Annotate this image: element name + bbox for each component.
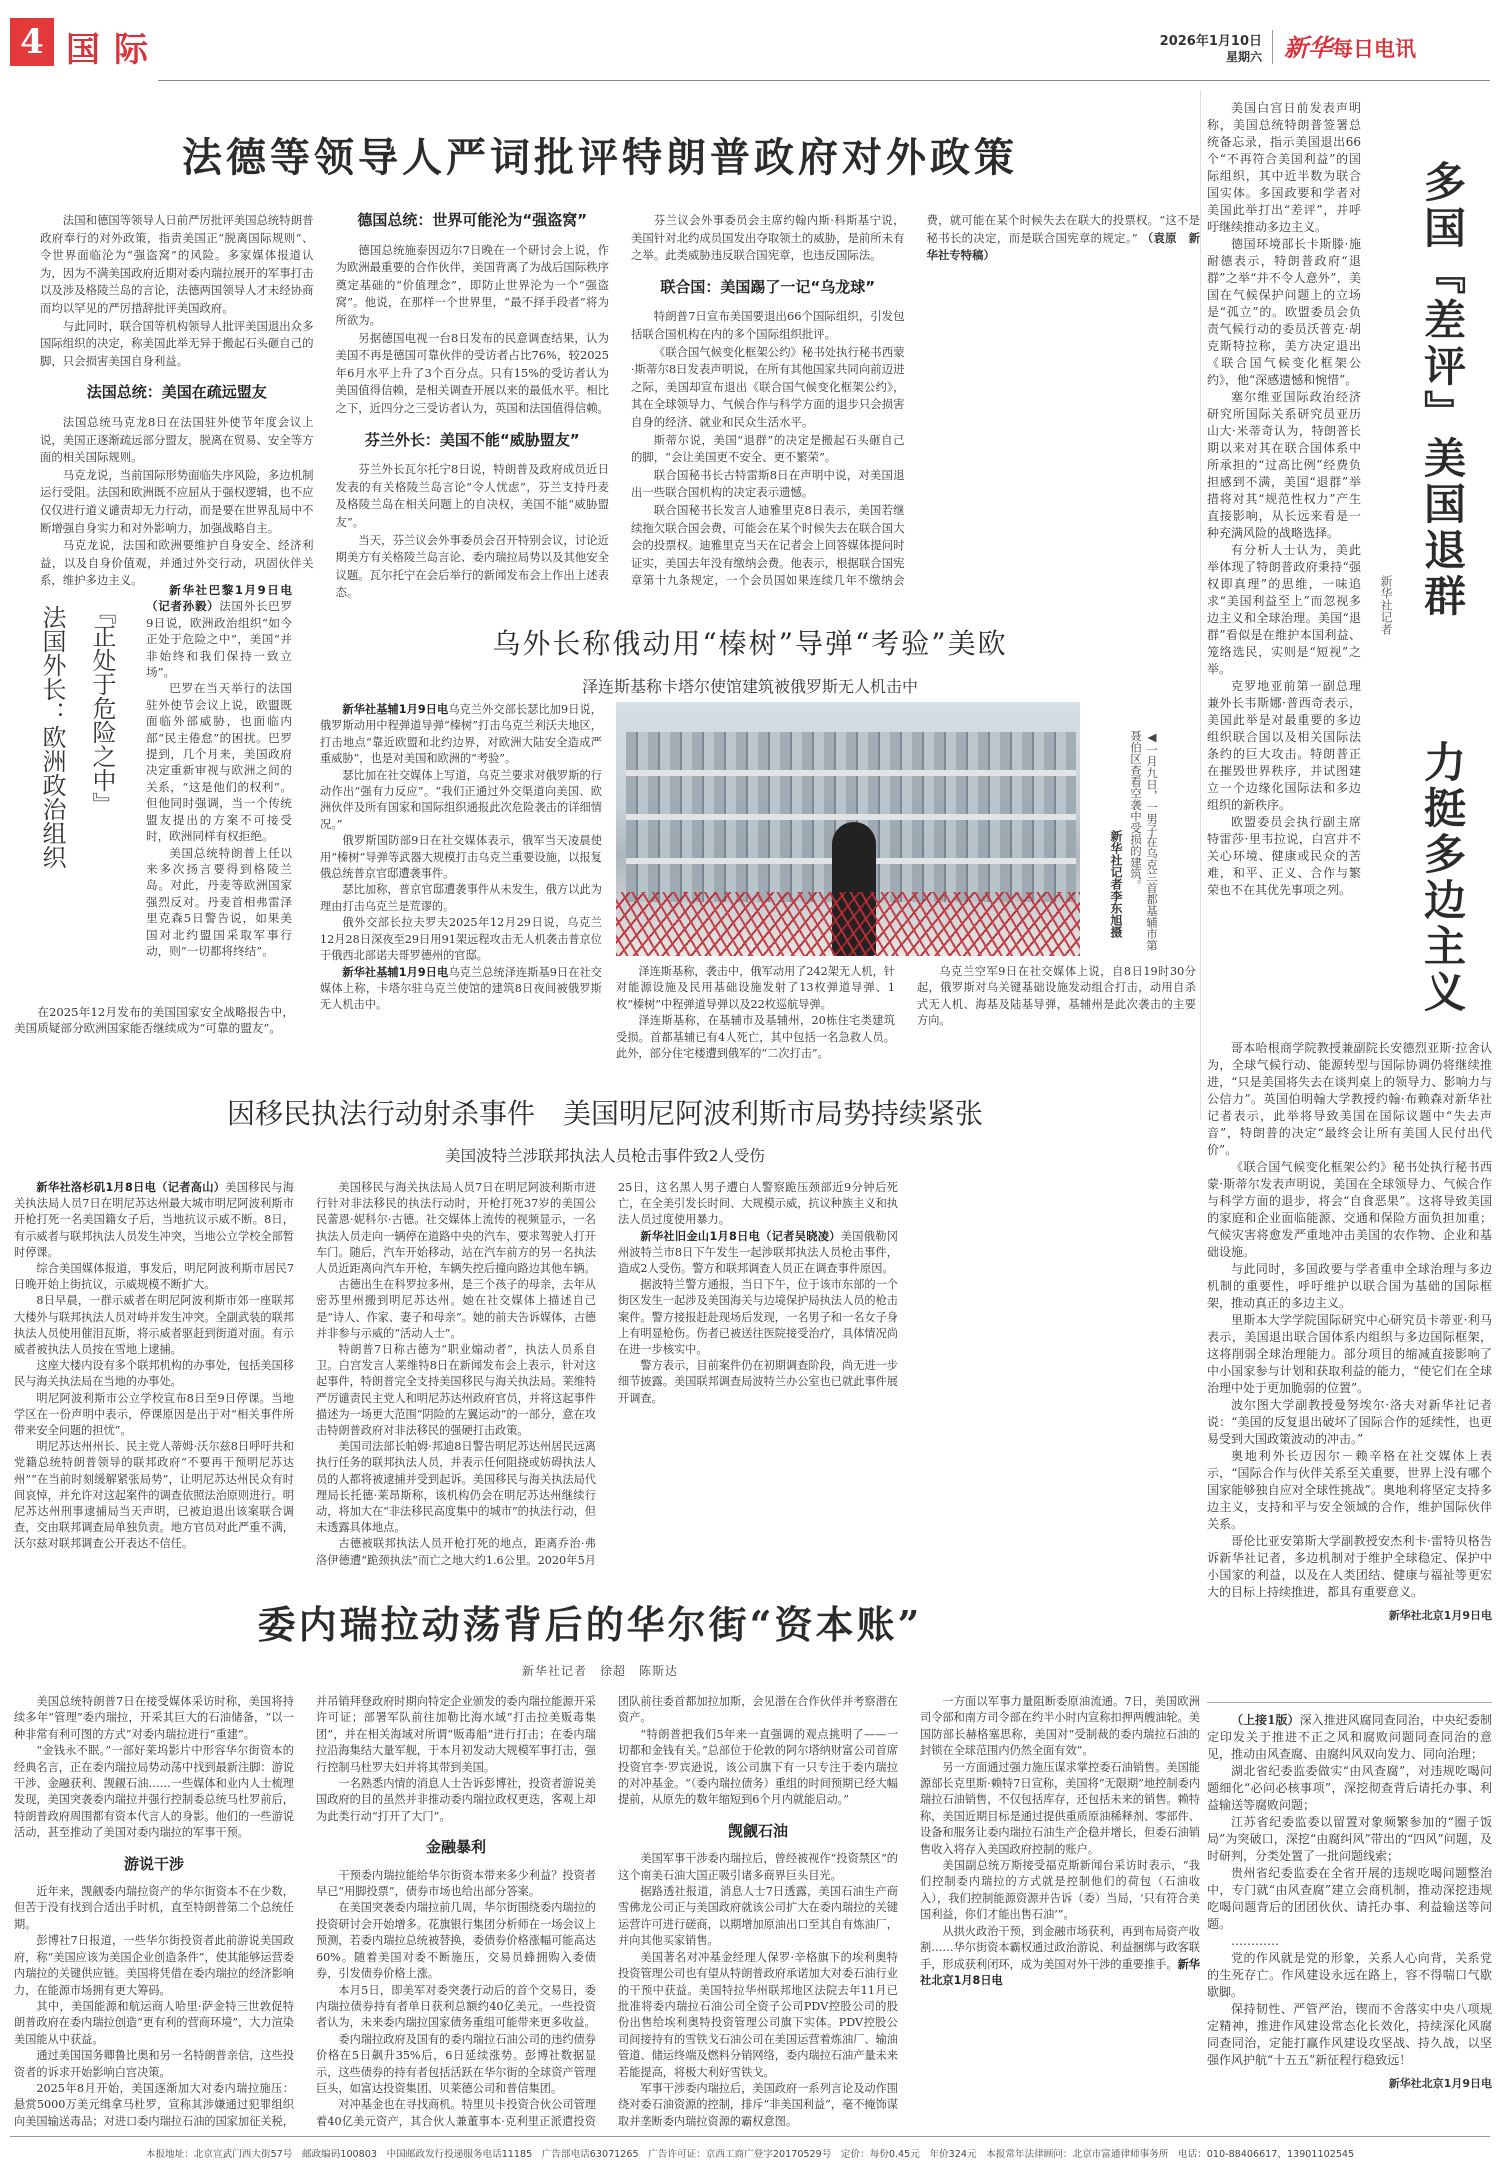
paragraph: 一名熟悉内情的消息人士告诉彭博社，投资者游说美国政府的目的虽然并非推动委内瑞拉政权更迭，客观上却为此类行动“打开了大门”。 (316, 1777, 596, 1823)
paragraph: 欧盟委员会执行副主席特雷莎·里韦拉说，白宫并不关心环境、健康或民众的苦难，和平、正义、合作与繁荣也不在其优先事项之列。 (1207, 815, 1361, 897)
paragraph: 在美国突袭委内瑞拉前几周，华尔街围绕委内瑞拉的投资研讨会开始增多。花旗银行集团分析师在一场会议上预测，若委内瑞拉总统被替换，委债券价格涨幅可能高达60%。随着美国对委不断施压，交易员蜂拥购入委债券，引发债券价格上涨。 (316, 1901, 596, 1981)
paragraph: 保持韧性、严管严治，锲而不舍落实中央八项规定精神，推进作风建设常态化长效化，持续深化风腐同查同治，定能打赢作风建设攻坚战、持久战，以坚强作风护航“十五五”新征程行稳致远！ (1207, 2002, 1492, 2067)
article2-body-cont (14, 1004, 294, 1037)
article1-title: 法德等领导人严词批评特朗普政府对外政策 (182, 134, 1018, 181)
paragraph: 特朗普7日称古德为“职业煽动者”，执法人员系自卫。白宫发言人莱维特8日在新闻发布会上表示，针对这起事件，特朗普完全支持美国移民与海关执法局。莱维特严厉谴责民主党人和明尼苏达州政府官员，并将这起事件描述为一场更大范围“阴险的左翼运动”的一部分，意在攻击特朗普政府对非法移民的强硬打击政策。 (316, 1343, 596, 1438)
paragraph: 明尼阿波利斯市公立学校宣布8日至9日停课。当地学区在一份声明中表示，停课原因是出于对“相关事件所带来安全问题的担忧”。 (14, 1391, 294, 1438)
paragraph: 委内瑞拉政府及国有的委内瑞拉石油公司的违约债券价格在5日飙升35%后，6日延续涨势。彭博社数据显示，这些债券的持有者包括活跃在华尔街的全球资产管理巨头，如富达投资集团、贝莱德公司和普信集团。 (316, 2032, 596, 2095)
paragraph: 马克龙说，当前国际形势面临失序风险，多边机制运行受阻。法国和欧洲既不应屈从于强权逻辑，也不应仅仅进行道义谴责却无力行动，而是要在世界乱局中不断增强自身实力和对外影响力，加强战略自主。 (40, 467, 314, 535)
article4-dateline1: 新华社洛杉矶1月8日电（记者高山） (36, 1181, 226, 1194)
paragraph: 美国白宫日前发表声明称，美国总统特朗普签署总统备忘录，指示美国退出66个“不再符合美国利益”的国际组织，其中近半数为联合国实体。多国政要和学者对美国此举打出“差评”，并呼吁继续推动多边主义。 (1207, 101, 1361, 234)
article4-subtitle: 美国波特兰涉联邦执法人员枪击事件致2人受伤 (445, 1147, 765, 1165)
paragraph-text: 从拱火政治干预，到金融市场获利，再到布局资产收割……华尔街资本霸权通过政治游说、利益捆绑与政客联手，形成获利闭环，成为美国对外干涉的重要推手。 (920, 1924, 1200, 1971)
paragraph: 据波特兰警方通报，当日下午，位于该市东部的一个街区发生一起涉及美国海关与边境保护局执法人员的枪击案件。警方接报赶赴现场后发现，一名男子和一名女子身上有明显枪伤。伤者已被送往医院接受治疗，具体情况尚在进一步核实中。 (618, 1278, 898, 1357)
paragraph-text: 法国外长巴罗9日说，欧洲政治组织“如今正处于危险之中”，美国“并非始终和我们保持一致立场”。 (146, 599, 292, 680)
paragraph: 马克龙说，法国和欧洲要维护自身安全、经济利益，以及自身价值观，并通过外交行动，巩固伙伴关系，维护多边主义。 (40, 538, 314, 588)
paragraph: 乌克兰空军9日在社交媒体上说，自8日19时30分起，俄罗斯对乌关键基础设施发动组合打击，动用自杀式无人机、海基及陆基导弹，基辅州是此次袭击的主要方向。 (917, 965, 1196, 1028)
continued-from-label: （上接1版） (1231, 1713, 1300, 1727)
article2-dateline: 新华社巴黎1月9日电（记者孙毅） (146, 583, 292, 614)
masthead (10, 16, 1490, 78)
masthead-rule (158, 80, 1490, 81)
side-article2-dateline: 新华社北京1月9日电 (1388, 2077, 1492, 2090)
paper-logo-rest: 每日电讯 (1332, 36, 1416, 61)
article1-lead-p1: 法国和德国等领导人日前严厉批评美国总统特朗普政府奉行的对外政策，指责美国正“脱离国际规则”、令世界面临沦为“强盗窝”的风险。多家媒体报道认为，因为不满美国政府近期对委内瑞拉展开的军事打击以及涉及格陵兰岛的言论，法德两国领导人才未经协商而均以罕见的严厉措辞批评美国政府。 (40, 213, 314, 315)
paragraph: 江苏省纪委监委以留置对象频繁参加的“圈子饭局”为突破口，深挖“由腐纠风”带出的“四风”问题，及时研判，分类处置了一批问题线索； (1207, 1815, 1492, 1863)
side-article-body (1207, 100, 1361, 899)
paragraph (146, 582, 292, 680)
paragraph: 对冲基金也在寻找商机。特里贝卡投资合伙公司管理着40亿美元资产，其合伙人兼董事本·克利里正派遣投资团队前往委首都加拉加斯，会见潜在合作伙伴并考察潜在资产。 (316, 1695, 898, 2128)
article3-subtitle: 泽连斯基称卡塔尔使馆建筑被俄罗斯无人机击中 (581, 677, 918, 696)
paragraph: “特朗普把我们5年来一直强调的观点挑明了——一切都和金钱有关。”总部位于伦敦的阿尔塔纳财富公司首席投资官李·罗宾逊说，该公司旗下有一只专注于委内瑞拉的对冲基金。“（委内瑞拉债务）重组的时间预期已经大幅提前，从原先的数年缩短到6个月内就能启动。” (618, 1727, 898, 1807)
article3-body-col1 (320, 702, 602, 1014)
paragraph: 俄罗斯国防部9日在社交媒体表示，俄军当天凌晨使用“榛树”导弹等武器大规模打击乌克兰重要设施，以报复俄总统普京官邸遭袭事件。 (320, 834, 602, 881)
column-divider (1200, 90, 1201, 1120)
paragraph: 2025年8月开始，美国逐渐加大对委内瑞拉施压：悬赏5000万美元缉拿马杜罗，宣称其涉嫌通过犯罪组织向美国输送毒品；对进口委内瑞拉石油的国家加征关税，并吊销拜登政府时期向特定企业颁发的委内瑞拉能源开采许可证；部署军队前往加勒比海水域“打击拉美贩毒集团”，并在相关海域对所谓“贩毒船”进行打击；在委内瑞拉沿海集结大量军舰，于本月初发动大规模军事打击，强行控制马杜罗夫妇并将其带到美国。 (14, 1695, 596, 2128)
paragraph: 明尼苏达州州长、民主党人蒂姆·沃尔兹8日呼吁共和党籍总统特朗普领导的联邦政府“不要再干预明尼苏达州”“在当前时刻缓解紧张局势”，让明尼苏达州民众有时间哀悼，并允许对这起案件的调查依照法治原则进行。明尼苏达州刑事逮捕局当天声明，已被迫退出该案联合调查，交由联邦调查局单独负责。地方官员对此严重不满，沃尔兹对联邦调查公开表达不信任。 (14, 1440, 294, 1551)
paragraph: 联合国秘书长古特雷斯8日在声明中说，对美国退出一些联合国机构的决定表示遗憾。 (631, 467, 905, 500)
side-article-title-2: 力挺多边主义 (1418, 740, 1467, 1016)
paragraph: 湖北省纪委监委做实“由风查腐”，对违规吃喝问题细化“必问必核事项”，深挖彻查背后请托办事、利益输送等腐败问题； (1207, 1764, 1492, 1812)
paragraph (320, 965, 602, 1014)
article3-photo (616, 702, 1080, 956)
article5-title: 委内瑞拉动荡背后的华尔街“资本账” (257, 1602, 923, 1647)
article4-dateline2: 新华社旧金山1月8日电（记者吴晓凌） (640, 1229, 841, 1243)
article2-title-vertical-2: 『正处于危险之中』 (88, 600, 116, 816)
paragraph-text: 深入推进风腐同查同治，中央纪委制定印发关于推进不正之风和腐败问题同查同治的意见，推动由风查腐、由腐纠风双向发力、同向治理； (1207, 1713, 1492, 1761)
paragraph: 古德被联邦执法人员开枪打死的地点，距离乔治·弗洛伊德遭“跪颈执法”而亡之地大约1.6公里。2020年5月25日，这名黑人男子遭白人警察跪压颈部近9分钟后死亡，在全美引发长时间、大规模示威，抗议种族主义和执法人员过度使用暴力。 (316, 1181, 898, 1567)
article4-body (14, 1180, 1200, 1570)
article2-title-vertical-1: 法国外长：欧洲政治组织 (38, 605, 66, 869)
paragraph: 贵州省纪委监委在全省开展的违规吃喝问题整治中，专门就“由风查腐”建立会商机制，推动深挖违规吃喝问题背后的团团伙伙、请托办事、利益输送等问题。 (1207, 1866, 1492, 1931)
side-article-reporter: 新华社记者 (1379, 575, 1393, 635)
paragraph: 德国总统施泰因迈尔7日晚在一个研讨会上说，作为欧洲最重要的合作伙伴，美国背离了为战后国际秩序奠定基础的“价值理念”，即防止世界沦为一个“强盗窝”。他说，在那样一个世界里，“最不择手段者”将为所欲为。 (335, 242, 609, 327)
paragraph: 美国司法部长帕姆·邦迪8日警告明尼苏达州居民远离执行任务的联邦执法人员，并表示任何阻挠或妨碍执法人员的人都将被逮捕并受到起诉。美国移民与海关执法局代理局长托德·莱昂斯称，该机构仍会在明尼苏达州继续行动，将加大在“非法移民高度集中的城市”的执法行动，但未透露具体地点。 (316, 1440, 596, 1535)
paragraph: 在2025年12月发布的美国国家安全战略报告中，美国质疑部分欧洲国家能否继续成为“可靠的盟友”。 (14, 1005, 294, 1036)
article3-photo-caption: ◀一月九日，一男子在乌克兰首都基辅市第聂伯区查看空袭中受损的建筑。 (1129, 730, 1159, 951)
side-article-dateline: 新华社北京1月9日电 (1388, 1609, 1492, 1622)
paragraph: 德国环境部长卡斯滕·施耐德表示，特朗普政府“退群”之举“并不令人意外”，美国在气候保护问题上的立场是“孤立”的。欧盟委员会负责气候行动的委员沃普克·胡克斯特拉称，美方决定退出《联合国气候变化框架公约》，他“深感遗憾和惋惜”。 (1207, 237, 1361, 387)
paragraph: 斯蒂尔说，美国“退群”的决定是搬起石头砸自己的脚，“会让美国更不安全、更不繁荣”。 (631, 432, 905, 465)
article1-section4-heading: 联合国：美国踢了一记“乌龙球” (660, 277, 876, 296)
paragraph: 8日早晨，一群示威者在明尼阿波利斯市郊一座联邦大楼外与联邦执法人员对峙并发生冲突。全副武装的联邦执法人员使用催泪瓦斯，将示威者驱赶到街道对面。有示威者被执法人员按在雪地上逮捕。 (14, 1294, 294, 1357)
paragraph: ………… (1231, 1934, 1279, 1948)
paragraph: 里斯本大学学院国际研究中心研究员卡蒂亚·利马表示，美国退出联合国体系内组织与多边国际框架，这将削弱全球治理能力。部分项目的缩减直接影响了中小国家参与计划和获取利益的能力，“使它们在全球治理中处于更加脆弱的位置”。 (1207, 1313, 1492, 1395)
paper-logo-brush: 新华 (1284, 33, 1332, 62)
article4-title: 因移民执法行动射杀事件 美国明尼阿波利斯市局势持续紧张 (226, 1097, 983, 1130)
paragraph: 克罗地亚前第一副总理兼外长韦斯娜·普西奇表示，美国此举是对最重要的多边组织联合国以及相关国际法条约的巨大攻击。特朗普正在摧毁世界秩序，并试图建立一个边缘化国际法和多边组织的新秩序。 (1207, 679, 1361, 812)
article1-section2-heading: 德国总统：世界可能沦为“强盗窝” (357, 211, 588, 229)
article1-body (40, 212, 1200, 607)
issue-date: 2026年1月10日 (1159, 34, 1262, 49)
article5-body (14, 1694, 1200, 2134)
paragraph: 芬兰议会外事委员会主席约翰内斯·科斯基宁说，美国针对北约成员国发出夺取领土的威胁，是前所未有之举。此类威胁违反联合国宪章，也违反国际法。 (631, 213, 905, 263)
paragraph: 美国移民与海关执法局人员7日在明尼阿波利斯市进行针对非法移民的执法行动时，开枪打死37岁的美国公民蕾恩·妮科尔·古德。社交媒体上流传的视频显示，一名执法人员走向一辆停在道路中央的汽车，要求驾驶人打开车门。随后，汽车开始移动，站在汽车前方的另一名执法人员近距离向汽车开枪，车辆失控后撞向路边其他车辆。 (316, 1181, 596, 1276)
paragraph: 当天，芬兰议会外事委员会召开特别会议，讨论近期美方有关格陵兰岛言论、委内瑞拉局势以及其他安全议题。瓦尔托宁在会后举行的新闻发布会上作出上述表态。 (335, 532, 609, 600)
paragraph: 另一方面通过强力施压谋求掌控委石油销售。美国能源部长克里斯·赖特7日宣称，美国将“无限期”地控制委内瑞拉石油销售，不仅包括库存，还包括未来的销售。赖特称，美国近期目标是通过提供重质原油稀释剂、零部件、设备和服务让委内瑞拉石油生产企稳并增长，但委石油销售收入将存入美国政府控制的账户。 (920, 1760, 1200, 1856)
paragraph: 近年来，觊觎委内瑞拉资产的华尔街资本不在少数，但苦于没有找到合适出手时机，直至特朗普第二个总统任期。 (14, 1885, 294, 1931)
paragraph: 其中，美国能源和航运商人哈里·萨金特三世敦促特朗普政府在委内瑞拉创造“更有利的营商环境”，大力渲染美国能从中获益。 (14, 1999, 294, 2046)
paragraph: 哥伦比亚安第斯大学副教授安杰利卡·雷特贝格告诉新华社记者，多边机制对于维护全球稳定、保护中小国家的利益，以及在人类团结、健康与福祉等更宏大的目标上持续推进，都具有重要意义。 (1207, 1534, 1492, 1599)
paragraph: “金钱永不眠。”一部好莱坞影片中形容华尔街资本的经典名言，正在委内瑞拉局势动荡中找到最新注脚：游说干涉、金融获利、觊觎石油……一些媒体和业内人士梳理发现，美国突袭委内瑞拉并强行控制委总统马杜罗前后，特朗普政府周围都有资本代言人的身影。他们的一些游说活动，甚至推动了美国对委内瑞拉的军事干预。 (14, 1744, 294, 1840)
article1-section3-heading: 芬兰外长：美国不能“威胁盟友” (364, 430, 580, 449)
side-article-title-1: 多国『差评』美国退群 (1418, 160, 1467, 620)
side-article2-body (1207, 1712, 1492, 2092)
paragraph: 党的作风就是党的形象，关系人心向背，关系党的生死存亡。作风建设永远在路上，容不得喘口气歇歇脚。 (1207, 1951, 1492, 1999)
article3-dateline1: 新华社基辅1月9日电 (342, 703, 449, 716)
page-number-badge: 4 (10, 18, 54, 66)
article3-dateline2: 新华社基辅1月9日电 (342, 965, 449, 979)
article3-photo-credit: 新华社记者李东旭摄 (1109, 830, 1123, 938)
section-title: 国际 (66, 30, 162, 70)
paragraph (920, 1924, 1200, 1990)
article1-byline: （袁原 新华社专特稿） (926, 230, 1201, 263)
article5-section2-heading: 金融暴利 (425, 1838, 486, 1857)
article2-body (146, 582, 292, 959)
paragraph (618, 1229, 898, 1278)
article5-section3-heading: 觊觎石油 (727, 1821, 788, 1840)
side-article-body-cont (1207, 1040, 1492, 1624)
paragraph: 本月5日，即美军对委突袭行动后的首个交易日，委内瑞拉债券持有者单日获利总额约40亿美元。一些投资者认为，未来委内瑞拉国家债务重组可能带来更多收益。 (316, 1983, 596, 2030)
paragraph: 与此同时，多国政要与学者重申全球治理与多边机制的重要性，呼吁维护以联合国为基础的国际框架，推动真正的多边主义。 (1207, 1262, 1492, 1310)
paragraph: 瑟比加在社交媒体上写道，乌克兰要求对俄罗斯的行动作出“强有力反应”。“我们正通过外交渠道向美国、欧洲伙伴及所有国家和国际组织通报此次危险袭击的详细情况。” (320, 768, 602, 831)
paragraph: 《联合国气候变化框架公约》秘书处执行秘书西蒙·斯蒂尔发表声明说，美国在全球领导力、气候合作与科学方面的退步，将会“自食恶果”。这将导致美国的家庭和企业面临能源、交通和保险方面负担加重；气候灾害将愈发严重地冲击美国的农作物、企业和基础设施。 (1207, 1160, 1492, 1259)
paragraph-text: 美国俄勒冈州波特兰市8日下午发生一起涉联邦执法人员枪击事件，造成2人受伤。警方和联邦调查人员正在调查事件原因。 (618, 1229, 898, 1276)
paragraph: 干预委内瑞拉能给华尔街资本带来多少利益？投资者早已“用脚投票”，债券市场也给出部分答案。 (316, 1868, 596, 1899)
paragraph: 一方面以军事力量阻断委原油流通。7日，美国欧洲司令部和南方司令部在约半小时内宣称扣押两艘油轮。美国防部长赫格塞思称，美国对“受制裁的委内瑞拉石油的封锁在全球范围内仍然全面有效”。 (920, 1695, 1200, 1758)
paper-logo (1284, 28, 1416, 63)
paragraph (14, 1180, 294, 1261)
article5-byline: 新华社记者 徐超 陈斯达 (521, 1664, 678, 1678)
paragraph: 古德出生在科罗拉多州，是三个孩子的母亲，去年从密苏里州搬到明尼苏达州。她在社交媒体上描述自己是“诗人、作家、妻子和母亲”。她的前夫告诉媒体，古德并非参与示威的“活动人士”。 (316, 1278, 596, 1340)
paragraph: 巴罗在当天举行的法国驻外使节会议上说，欧盟既面临外部威胁，也面临内部“民主倦怠”的困扰。巴罗提到，几个月来，美国政府决定重新审视与欧洲之间的关系，“这是他们的权利”。但他同时强调，当一个传统盟友提出的方案不可接受时，欧洲同样有权拒绝。 (146, 681, 292, 844)
paragraph: 这座大楼内设有多个联邦机构的办事处，包括美国移民与海关执法局在当地的办事处。 (14, 1359, 294, 1389)
article1-lead-p2: 与此同时，联合国等机构领导人批评美国退出众多国际组织的决定，称美国此举无异于搬起石头砸自己的脚，只会损害美国自身利益。 (40, 318, 314, 368)
paragraph: 瑟比加称，普京官邸遭袭事件从未发生，俄方以此为理由打击乌克兰是荒谬的。 (320, 883, 602, 913)
photo-branches (616, 892, 1080, 956)
side-divider (1207, 1702, 1492, 1703)
paragraph: 据路透社报道，消息人士7日透露，美国石油生产商雪佛龙公司正与美国政府就该公司扩大在委内瑞拉的关键运营许可进行磋商，以期增加原油出口至其自有炼油厂，并向其他买家销售。 (618, 1885, 898, 1948)
article1-section1-heading: 法国总统：美国在疏远盟友 (86, 383, 267, 402)
paragraph: 奥地利外长迈因尔－赖辛格在社交媒体上表示，“国际合作与伙伴关系至关重要，世界上没有哪个国家能够独自应对全球性挑战”。奥地利将坚定支持多边主义，支持和平与安全领域的合作，维护国际伙伴关系。 (1207, 1449, 1492, 1531)
article5-section1-heading: 游说干涉 (123, 1854, 184, 1873)
paragraph-text: 联合国秘书长发言人迪雅里克8日表示，美国若继续拖欠联合国会费，可能会在某个时候失去在联合国大会的投票权。迪雅里克当天在记者会上回答媒体提问时证实，美国去年没有缴纳会费。他表示，根据联合国宪章第十九条规定，一个会员国如果连续几年不缴纳会费，就可能在某个时候失去在联大的投票权。“这不是秘书长的决定，而是联合国宪章的规定。” (631, 213, 1200, 588)
paragraph (320, 702, 602, 768)
article5-dateline: 新华社北京1月8日电 (920, 1957, 1200, 1987)
paragraph: 美国总统特朗普上任以来多次扬言要得到格陵兰岛。对此，丹麦等欧洲国家强烈反对。丹麦首相弗雷泽里克森5日警告说，如果美国对北约盟国采取军事行动，则“一切都将终结”。 (146, 845, 292, 958)
paragraph: 泽连斯基称，在基辅市及基辅州，20栋住宅类建筑受损。首都基辅已有4人死亡，其中包括一名急救人员。此外，部分住宅楼遭到俄军的“二次打击”。 (616, 1014, 895, 1061)
paragraph: 有分析人士认为，美此举体现了特朗普政府秉持“强权即真理”的思维，一味追求“美国利益至上”而忽视多边主义和全球治理。美国“退群”看似是在维护本国利益、笼络选民，实则是“短视”之举。 (1207, 543, 1361, 676)
paragraph: 军事干涉委内瑞拉后，美国政府一系列言论及动作围绕对委石油资源的控制，排斥“非美国利益”，毫不掩饰谋取并垄断委内瑞拉资源的霸权意图。 (618, 2081, 898, 2128)
paragraph: 彭博社7日报道，一些华尔街投资者此前游说美国政府，称“美国应该为美国企业创造条件”，使其能够运营委内瑞拉的关键供应链。美国将凭借在委内瑞拉的经济影响力，在能源市场拥有更大筹码。 (14, 1934, 294, 1997)
paragraph: 波尔图大学副教授曼努埃尔·洛夫对新华社记者说：“美国的反复退出破坏了国际合作的延续性，也更易受到大国政策波动的冲击。” (1207, 1398, 1492, 1446)
paragraph: 美国军事干涉委内瑞拉后，曾经被视作“投资禁区”的这个南美石油大国正吸引诸多商界巨头目光。 (618, 1852, 898, 1882)
paragraph: 美国副总统万斯接受福克斯新闻台采访时表示，“我们控制委内瑞拉的方式就是控制他们的荷包（石油收入），我们控制能源资源并告诉（委）当局，‘只有符合美国利益，你们才能出售石油’”。 (920, 1859, 1200, 1922)
paragraph: 芬兰外长瓦尔托宁8日说，特朗普及政府成员近日发表的有关格陵兰岛言论“令人忧虑”，芬兰支持丹麦及格陵兰岛在相关问题上的自决权，美国不能“威胁盟友”。 (335, 462, 609, 529)
article3-title: 乌外长称俄动用“榛树”导弹“考验”美欧 (492, 627, 1008, 660)
article3-body-col2 (616, 964, 1196, 1074)
footer-info: 本报地址：北京宣武门西大街57号 邮政编码100803 中国邮政发行投递服务电话11185 广告部电话63071265 广告许可证：京西工商广登字20170529号 定价：每份0.45元 年价324元 本报常年法律顾问：北京市富通律师事务所 电话：010-88406617、13901102545 (145, 2149, 1355, 2160)
paragraph-text: 美国移民与海关执法局人员7日在明尼苏达州最大城市明尼阿波利斯市开枪打死一名美国籍女子后，当地抗议示威不断。8日，有示威者与联邦执法人员发生冲突，当地公立学校全部暂时停课。 (14, 1181, 294, 1259)
footer-rule (10, 2136, 1490, 2137)
paragraph: 综合美国媒体报道，事发后，明尼阿波利斯市居民7日晚开始上街抗议，示威规模不断扩大。 (14, 1262, 294, 1292)
paragraph (1207, 1712, 1492, 1763)
paragraph: 警方表示，目前案件仍在初期调查阶段，尚无进一步细节披露。美国联邦调查局波特兰办公室也已就此事件展开调查。 (618, 1359, 898, 1405)
paragraph: 哥本哈根商学院教授兼副院长安德烈亚斯·拉舍认为，全球气候行动、能源转型与国际协调仍将继续推进，“只是美国将失去在谈判桌上的领导力、影响力与公信力”。英国伯明翰大学教授约翰·布赖森对新华社记者表示，此举将导致美国在国际议题中“失去声音”，特朗普的决定“最终会让所有美国人民付出代价”。 (1207, 1041, 1492, 1157)
paragraph-text: 乌克兰外交部长瑟比加9日说，俄罗斯动用中程弹道导弹“榛树”打击乌克兰利沃夫地区，打击地点“靠近欧盟和北约边界，对欧洲大陆安全造成严重威胁”，也是对美国和欧洲的“考验”。 (320, 703, 602, 766)
paragraph: 特朗普7日宣布美国要退出66个国际组织，引发包括联合国机构在内的多个国际组织批评。 (631, 309, 905, 341)
issue-weekday: 星期六 (1225, 50, 1262, 64)
paragraph: 塞尔维亚国际政治经济研究所国际关系研究员亚历山大·米蒂奇认为，特朗普长期以来对其在联合国体系中所承担的“过高比例”经费负担感到不满，美国“退群”举措将对其“规范性权力”产生直接影响，从长远来看是一种充满风险的战略选择。 (1207, 390, 1361, 540)
paragraph: 俄外交部长拉夫罗夫2025年12月29日说，乌克兰12月28日深夜至29日用91架远程攻击无人机袭击普京位于俄西北部诺夫哥罗德州的官邸。 (320, 916, 602, 963)
paragraph: 通过美国国务卿鲁比奥和另一名特朗普亲信，这些投资者的诉求开始影响白宫决策。 (14, 2049, 294, 2079)
masthead-divider (1272, 30, 1273, 64)
paragraph: 法国总统马克龙8日在法国驻外使节年度会议上说，美国正逐渐疏远部分盟友，脱离在贸易、安全等方面的相关国际规则。 (40, 414, 314, 465)
paragraph: 《联合国气候变化框架公约》秘书处执行秘书西蒙·斯蒂尔8日发表声明说，在所有其他国家共同向前迈进之际，美国却宣布退出《联合国气候变化框架公约》，其在全球领导力、气候合作与科学方面的退步只会损害自身的经济、就业和民众生活水平。 (631, 344, 905, 429)
paragraph-text: 乌克兰总统泽连斯基9日在社交媒体上称，卡塔尔驻乌克兰使馆的建筑8日夜间被俄罗斯无人机击中。 (320, 965, 602, 1012)
paragraph: 另据德国电视一台8日发布的民意调查结果，认为美国不再是德国可靠伙伴的受访者占比76%，较2025年6月水平上升了3个百分点。只有15%的受访者认为美国值得信赖，是相关调查开展以来的最低水平。相比之下，近四分之三受访者认为，英国和法国值得信赖。 (335, 330, 609, 415)
paragraph: 泽连斯基称，袭击中，俄军动用了242架无人机，针对能源设施及民用基础设施发射了13枚弹道导弹、1枚“榛树”中程弹道导弹以及22枚巡航导弹。 (616, 965, 895, 1011)
paragraph: 美国总统特朗普7日在接受媒体采访时称，美国将持续多年“管理”委内瑞拉，开采其巨大的石油储备，“以一种非常有利可图的方式”对委内瑞拉进行“重建”。 (14, 1695, 294, 1741)
paragraph: 美国著名对冲基金经理人保罗·辛格旗下的埃利奥特投资管理公司也有望从特朗普政府承诺加大对委石油行业的干预中获益。美国特拉华州联邦地区法院去年11月已批准将委内瑞拉石油公司全资子公司PDV控股公司的股份出售给埃利奥特投资管理公司旗下实体。PDV控股公司间接持有的雪铁戈石油公司在美国运营着炼油厂、输油管道、储运终端及燃料分销网络，委内瑞拉石油产量未来若能提高，将极大利好雪铁戈。 (618, 1950, 898, 2079)
